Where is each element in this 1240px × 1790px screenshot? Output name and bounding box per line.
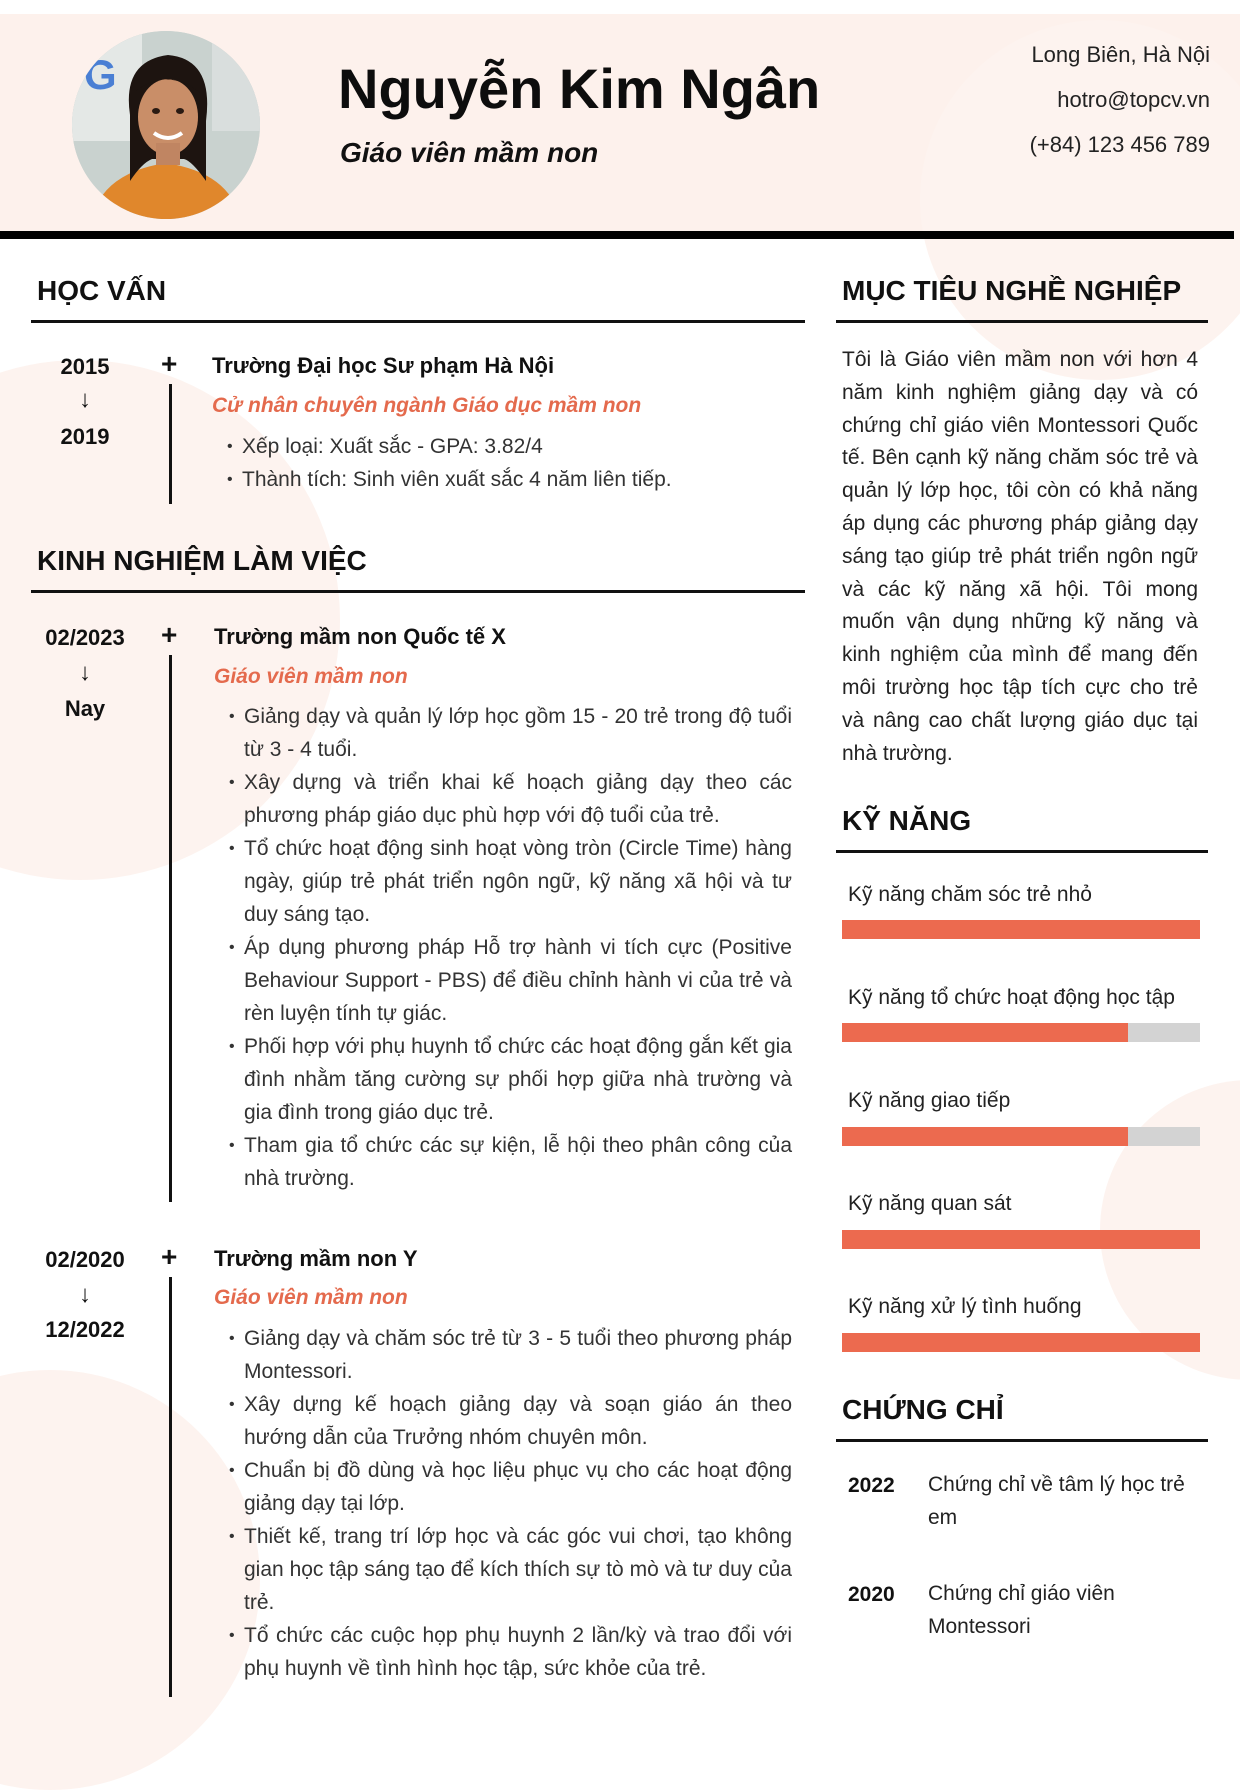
entry-details xyxy=(229,700,792,1195)
education-heading: HỌC VẤN xyxy=(37,275,167,306)
entry-organization: Trường mầm non Y xyxy=(214,1246,418,1271)
entry-role: Giáo viên mầm non xyxy=(214,1286,408,1309)
experience-heading: KINH NGHIỆM LÀM VIỆC xyxy=(37,545,367,576)
arrow-down-icon: ↓ xyxy=(79,386,91,413)
plus-icon: + xyxy=(161,1241,178,1272)
header-divider xyxy=(0,231,1234,239)
certificates-heading: CHỨNG CHỈ xyxy=(842,1394,1004,1425)
skill-progress-bar xyxy=(842,1127,1200,1146)
list-item: • Giảng dạy và quản lý lớp học gồm 15 - 20 trẻ trong độ tuổi từ 3 - 4 tuổi. xyxy=(229,700,792,766)
list-item: • Thành tích: Sinh viên xuất sắc 4 năm liên tiếp. xyxy=(227,463,787,496)
candidate-name: Nguyễn Kim Ngân xyxy=(338,57,821,120)
skill-progress-fill xyxy=(842,920,1200,939)
contact-info xyxy=(1030,40,1210,175)
certificate-year: 2022 xyxy=(848,1474,895,1497)
education-entry xyxy=(30,348,810,508)
skill-progress-bar xyxy=(842,1333,1200,1352)
entry-organization: Trường mầm non Quốc tế X xyxy=(214,624,506,649)
skill-progress-fill xyxy=(842,1127,1128,1146)
objective-heading: MỤC TIÊU NGHỀ NGHIỆP xyxy=(842,275,1182,306)
entry-organization: Trường Đại học Sư phạm Hà Nội xyxy=(212,353,555,378)
list-item: • Tham gia tổ chức các sự kiện, lễ hội theo phân công của nhà trường. xyxy=(229,1129,792,1195)
skill-progress-fill xyxy=(842,1333,1200,1352)
certificate-name: Chứng chỉ giáo viên Montessori xyxy=(928,1582,1115,1638)
skill-name: Kỹ năng chăm sóc trẻ nhỏ xyxy=(848,883,1092,906)
list-item: • Xây dựng kế hoạch giảng dạy và soạn giáo án theo hướng dẫn của Trưởng nhóm chuyên môn. xyxy=(229,1388,792,1454)
entry-start-date: 2015 xyxy=(60,354,110,379)
certificate-name: Chứng chỉ về tâm lý học trẻ em xyxy=(928,1473,1185,1529)
skill-name: Kỹ năng tổ chức hoạt động học tập xyxy=(848,986,1175,1009)
list-item: • Giảng dạy và chăm sóc trẻ từ 3 - 5 tuổi theo phương pháp Montessori. xyxy=(229,1322,792,1388)
list-item: • Phối hợp với phụ huynh tổ chức các hoạt động gắn kết gia đình nhằm tăng cường sự phối hợp giữa nhà trường và gia đình trong giáo dục trẻ. xyxy=(229,1030,792,1129)
skill-progress-fill xyxy=(842,1023,1128,1042)
entry-end-date: 12/2022 xyxy=(45,1317,125,1342)
entry-end-date: Nay xyxy=(64,696,106,721)
entry-role: Cử nhân chuyên ngành Giáo dục mầm non xyxy=(212,394,642,417)
skills-heading: KỸ NĂNG xyxy=(842,805,972,836)
section-divider xyxy=(31,590,805,593)
skill-progress-fill xyxy=(842,1230,1200,1249)
entry-details xyxy=(229,1322,792,1685)
experience-entry xyxy=(30,619,810,1204)
list-item: • Tổ chức các cuộc họp phụ huynh 2 lần/kỳ và trao đổi với phụ huynh về tình hình học tập, sức khỏe của trẻ. xyxy=(229,1619,792,1685)
job-title: Giáo viên mầm non xyxy=(340,137,599,168)
profile-photo xyxy=(72,31,260,219)
list-item: • Xây dựng và triển khai kế hoạch giảng dạy theo các phương pháp giáo dục phù hợp với độ tuổi của trẻ. xyxy=(229,766,792,832)
section-divider xyxy=(836,320,1208,323)
avatar xyxy=(72,31,260,219)
timeline-line xyxy=(169,384,172,504)
entry-end-date: 2019 xyxy=(60,424,110,449)
list-item: • Chuẩn bị đồ dùng và học liệu phục vụ cho các hoạt động giảng dạy tại lớp. xyxy=(229,1454,792,1520)
list-item: • Áp dụng phương pháp Hỗ trợ hành vi tích cực (Positive Behaviour Support - PBS) để điều chỉnh hành vi của trẻ và rèn luyện tính tự giác. xyxy=(229,931,792,1030)
entry-details xyxy=(227,430,787,496)
svg-text:G: G xyxy=(84,51,117,98)
contact-location: Long Biên, Hà Nội xyxy=(1031,42,1210,67)
entry-start-date: 02/2020 xyxy=(45,1247,125,1272)
objective-text: Tôi là Giáo viên mầm non với hơn 4 năm kinh nghiệm giảng dạy và có chứng chỉ giáo viên Montessori Quốc tế. Bên cạnh kỹ năng chăm sóc trẻ và quản lý lớp học, tôi còn có khả năng áp dụng các phương pháp giảng dạy sáng tạo giúp trẻ phát triển ngôn ngữ và các kỹ năng xã hội. Tôi mong muốn vận dụng những kỹ năng và kinh nghiệm của mình để mang đến môi trường học tập tích cực cho trẻ và nâng cao chất lượng giáo dục tại nhà trường. xyxy=(842,348,1198,765)
skill-name: Kỹ năng giao tiếp xyxy=(848,1089,1011,1112)
skill-progress-bar xyxy=(842,1230,1200,1249)
list-item: • Xếp loại: Xuất sắc - GPA: 3.82/4 xyxy=(227,430,787,463)
skill-name: Kỹ năng quan sát xyxy=(848,1192,1012,1215)
contact-email[interactable]: hotro@topcv.vn xyxy=(1057,87,1210,112)
arrow-down-icon: ↓ xyxy=(79,1281,91,1308)
plus-icon: + xyxy=(161,348,178,379)
experience-entry xyxy=(30,1241,810,1701)
section-divider xyxy=(31,320,805,323)
contact-phone[interactable]: (+84) 123 456 789 xyxy=(1029,132,1210,157)
timeline-line xyxy=(169,1277,172,1697)
section-divider xyxy=(836,850,1208,853)
entry-role: Giáo viên mầm non xyxy=(214,665,408,688)
skill-name: Kỹ năng xử lý tình huống xyxy=(848,1295,1082,1318)
skill-progress-bar xyxy=(842,920,1200,939)
entry-start-date: 02/2023 xyxy=(45,625,125,650)
skill-progress-bar xyxy=(842,1023,1200,1042)
list-item: • Tổ chức hoạt động sinh hoạt vòng tròn (Circle Time) hàng ngày, giúp trẻ phát triển ngôn ngữ, kỹ năng xã hội và tư duy sáng tạo. xyxy=(229,832,792,931)
list-item: • Thiết kế, trang trí lớp học và các góc vui chơi, tạo không gian học tập sáng tạo để kích thích sự tò mò và tư duy của trẻ. xyxy=(229,1520,792,1619)
timeline-line xyxy=(169,655,172,1202)
certificate-year: 2020 xyxy=(848,1583,895,1606)
plus-icon: + xyxy=(161,619,178,650)
arrow-down-icon: ↓ xyxy=(79,659,91,686)
section-divider xyxy=(836,1439,1208,1442)
